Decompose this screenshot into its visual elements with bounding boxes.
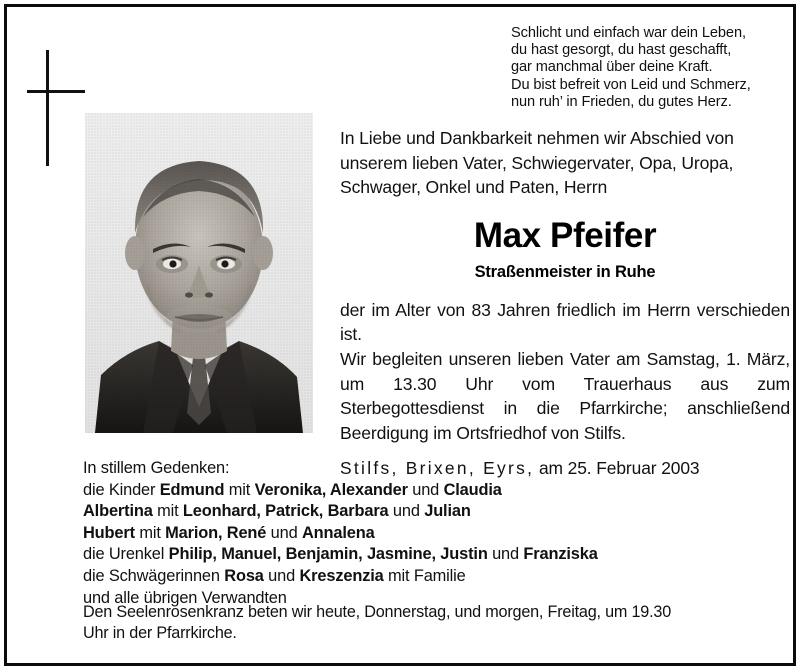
- family-line: die Kinder Edmund mit Veronika, Alexander und Claudia: [83, 480, 502, 499]
- cross-vertical-bar: [46, 50, 49, 166]
- family-list: [83, 458, 723, 609]
- place-towns: Stilfs, Brixen, Eyrs,: [340, 458, 535, 479]
- intro-line: Schwager, Onkel und Paten, Herrn: [340, 177, 608, 198]
- family-line: und alle übrigen Verwandten: [83, 588, 287, 607]
- verse-line: nun ruh’ in Frieden, du gutes Herz.: [511, 93, 732, 110]
- family-line: Hubert mit Marion, René und Annalena: [83, 523, 375, 542]
- family-line: Albertina mit Leonhard, Patrick, Barbara und Julian: [83, 502, 471, 521]
- deceased-title: Straßenmeister in Ruhe: [474, 262, 656, 281]
- introduction-text: [340, 126, 790, 200]
- death-paragraph: der im Alter von 83 Jahren friedlich im Herrn verschieden ist.: [340, 299, 790, 345]
- rosary-announcement: [83, 602, 773, 644]
- intro-line: In Liebe und Dankbarkeit nehmen wir Abschied von: [340, 128, 734, 148]
- verse-line: gar manchmal über deine Kraft.: [511, 59, 713, 76]
- family-line: die Schwägerinnen Rosa und Kreszenzia mit Familie: [83, 566, 466, 585]
- verse-line: du hast gesorgt, du hast geschafft,: [511, 42, 732, 59]
- funeral-paragraph: Wir begleiten unseren lieben Vater am Samstag, 1. März, um 13.30 Uhr vom Trauerhaus aus zum Sterbegottesdienst in die Pfarrkirche; anschließend Beerdigung im Ortsfriedhof von Stilfs.: [340, 348, 790, 443]
- rosary-line: Uhr in der Pfarrkirche.: [83, 624, 237, 642]
- portrait-photo: [85, 113, 313, 433]
- verse-line: Schlicht und einfach war dein Leben,: [511, 25, 746, 41]
- deceased-name: Max Pfeifer: [473, 215, 657, 255]
- funeral-details: [340, 298, 790, 446]
- rosary-line: Den Seelenrosenkranz beten wir heute, Donnerstag, und morgen, Freitag, um 19.30: [83, 603, 671, 621]
- intro-line: unserem lieben Vater, Schwiegervater, Opa, Uropa,: [340, 152, 734, 173]
- memorial-heading: In stillem Gedenken:: [83, 459, 230, 477]
- latin-cross-icon: [27, 50, 87, 166]
- family-line: die Urenkel Philip, Manuel, Benjamin, Jasmine, Justin und Franziska: [83, 545, 598, 564]
- memorial-verse: [511, 25, 789, 111]
- date-prefix: am: [538, 458, 563, 479]
- cross-horizontal-bar: [27, 90, 85, 93]
- main-text-column: [340, 126, 790, 479]
- notice-date: 25. Februar 2003: [567, 458, 700, 479]
- verse-line: Du bist befreit von Leid und Schmerz,: [511, 76, 751, 93]
